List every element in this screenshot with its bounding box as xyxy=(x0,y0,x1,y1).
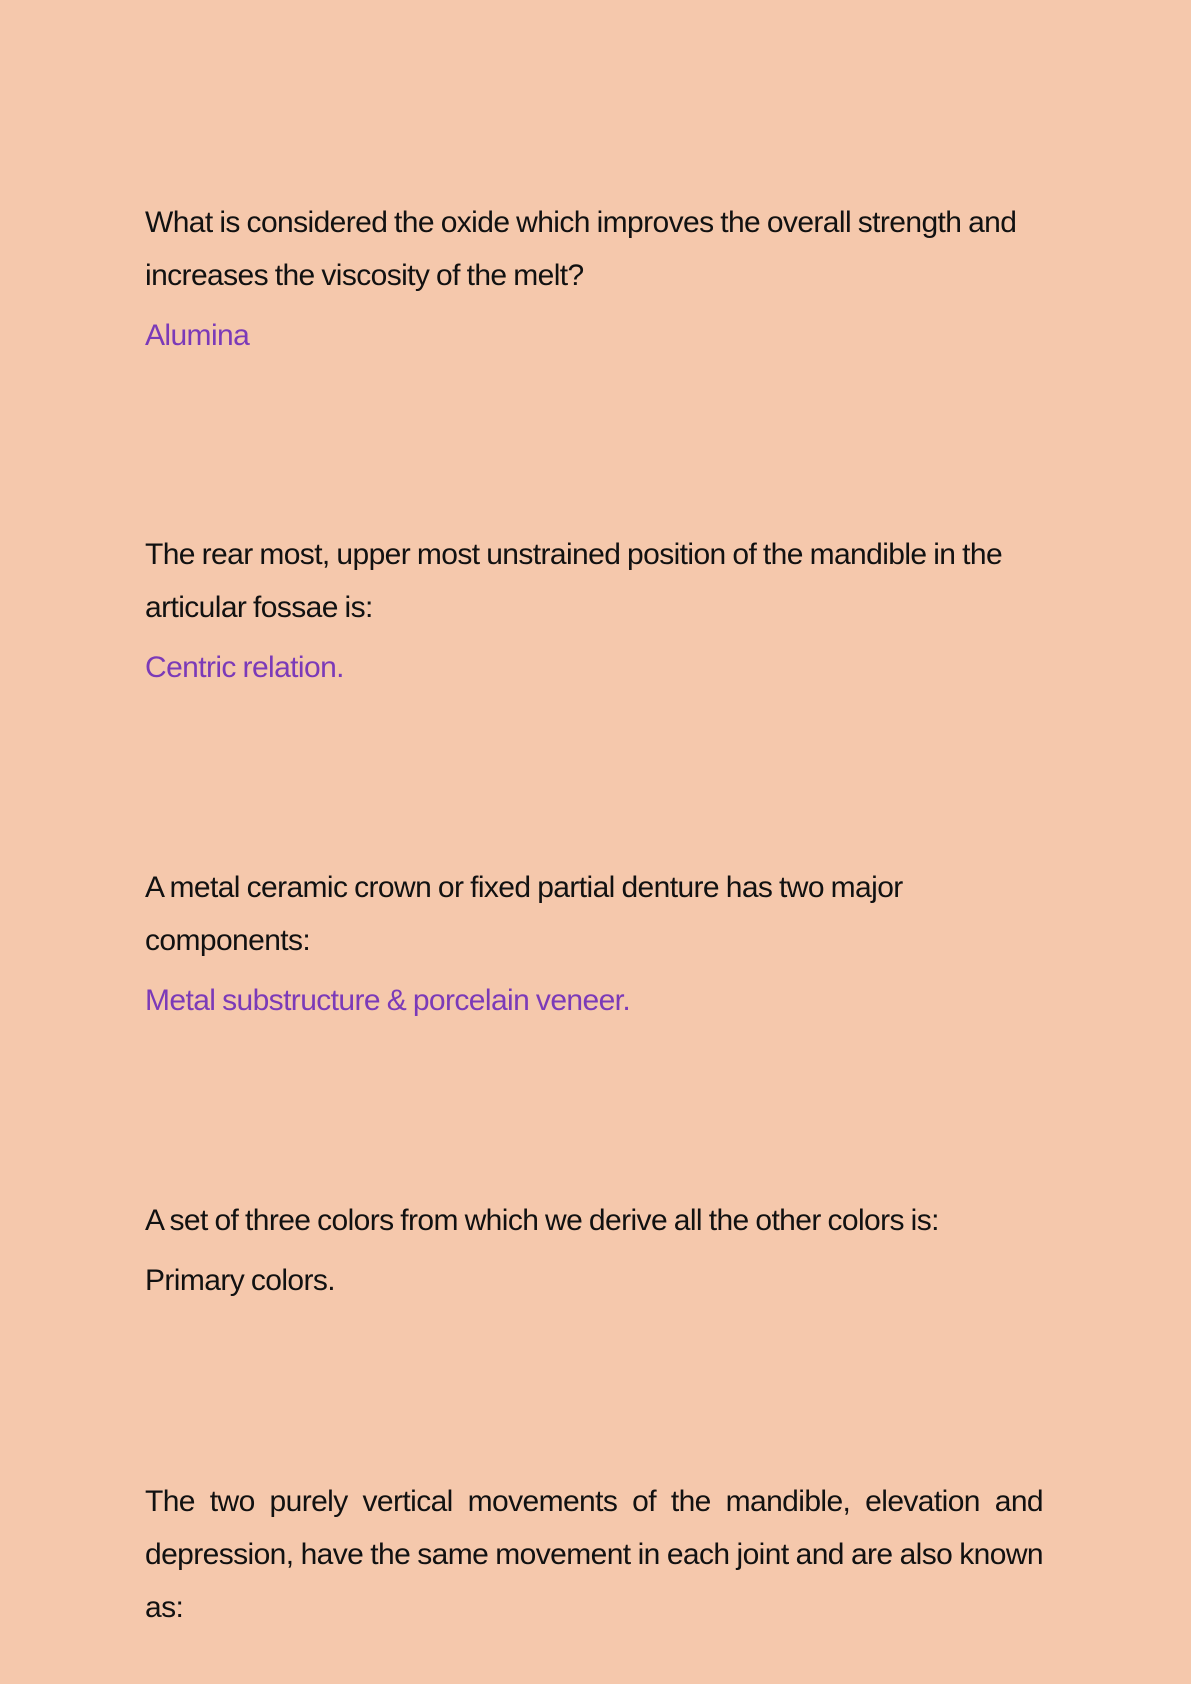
answer-text: Metal substructure & porcelain veneer. xyxy=(145,984,631,1017)
question-text: A set of three colors from which we derive all the other colors is: xyxy=(145,1204,939,1237)
question-text: The rear most, upper most unstrained position of the mandible in the articular fossae is: xyxy=(145,538,1003,624)
answer-text: Primary colors. xyxy=(145,1264,336,1297)
qa-item xyxy=(145,1475,1045,1634)
qa-item xyxy=(145,196,1045,356)
answer-text: Alumina xyxy=(145,319,250,352)
question-text: The two purely vertical movements of the mandible, elevation and depression, have the same movement in each joint and are also known as: xyxy=(145,1485,1043,1624)
answer-text: Centric relation. xyxy=(145,651,344,684)
question-text: What is considered the oxide which improves the overall strength and increases the viscosity of the melt? xyxy=(145,206,1017,292)
qa-item xyxy=(145,528,1045,688)
question-text: A metal ceramic crown or fixed partial denture has two major components: xyxy=(145,871,903,957)
qa-item xyxy=(145,861,1045,1021)
qa-item xyxy=(145,1194,1045,1301)
